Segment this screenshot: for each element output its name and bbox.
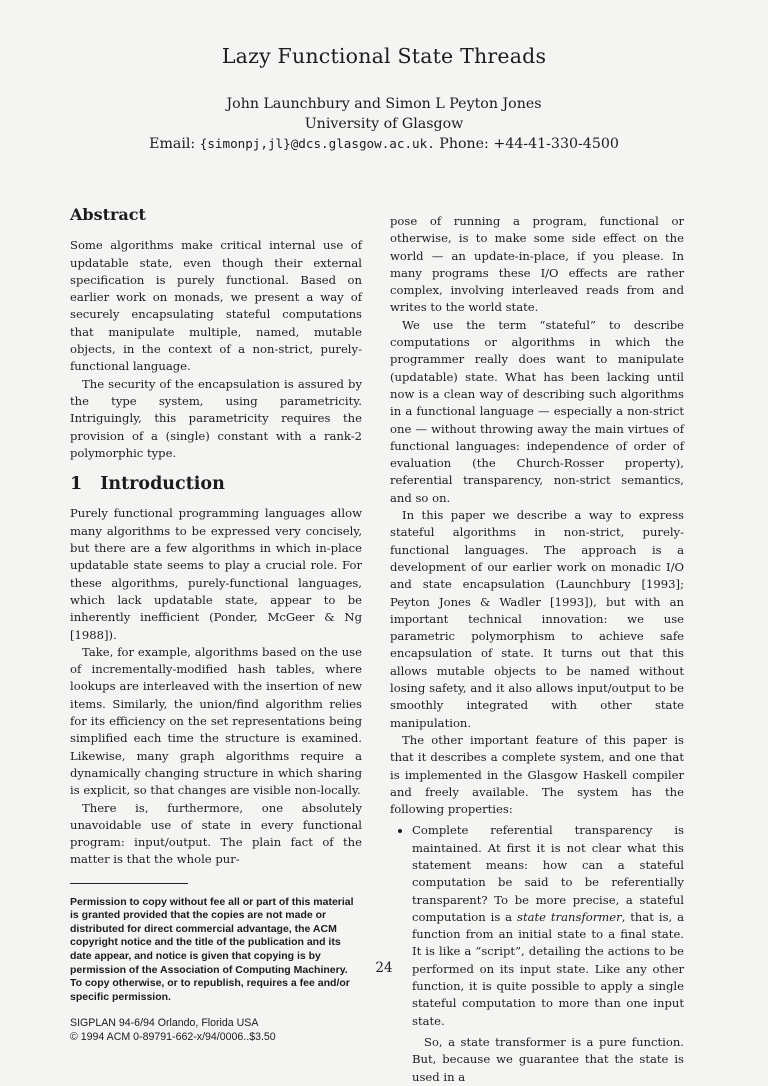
section-title: Introduction <box>100 474 225 495</box>
paper-title: Lazy Functional State Threads <box>221 44 547 68</box>
introduction-heading <box>70 476 362 493</box>
email-label: Email: <box>149 136 196 152</box>
author-names: John Launchbury and Simon L Peyton Jones <box>226 96 542 112</box>
conference-line: SIGPLAN 94-6/94 Orlando, Florida USA <box>70 1017 259 1030</box>
right-column <box>390 213 684 1086</box>
affiliation: University of Glasgow <box>304 116 464 132</box>
properties-list <box>390 822 684 1030</box>
right-paragraph-5: So, a state transformer is a pure function. But, because we guarantee that the state is used in a <box>412 1034 684 1084</box>
right-paragraph-3: In this paper we describe a way to express stateful algorithms in non-strict, purely-functional languages. The approach is a development of our earlier work on monadic I/O and state encapsulation (Launchbury [1993]; Peyton Jones & Wadler [1993]), but with an important technical innovation: we use parametric polymorphism to achieve safe encapsulation of state. It turns out that this allows mutable objects to be named without losing safety, and it also allows input/output to be smoothly integrated with other state manipulation. <box>390 508 684 730</box>
list-item: • Complete referential transparency is maintained. At first it is not clear what this statement means: how can a stateful computation be said to be referentially transparent? To be more precise, a stateful computation is a state transformer, that is, a function from an initial state to a final state. It is like a “script”, detailing the actions to be performed on its input state. Like any other function, it is quite possible to apply a single stateful computation to more than one input state. <box>412 822 684 1030</box>
abstract-paragraph-2: The security of the encapsulation is assured by the type system, using parametricity. Intriguingly, this parametricity requires the provision of a (single) constant with a rank-2 polymorphic type. <box>70 376 362 460</box>
right-paragraph-2: We use the term “stateful” to describe computations or algorithms in which the programmer really does want to manipulate (updatable) state. What has been lacking until now is a clean way of describing such algorithms in a functional language — especially a non-strict one — without throwing away the main virtues of functional languages: independence of order of evaluation (the Church-Rosser property), referential transparency, non-strict semantics, and so on. <box>390 317 684 505</box>
right-paragraph-1: pose of running a program, functional or otherwise, is to make some side effect on the world — an update-in-place, if you please. In many programs these I/O effects are rather complex, involving interleaved reads from and writes to the world state. <box>390 214 684 315</box>
conference-info <box>70 1016 362 1044</box>
emphasis-term: state transformer <box>517 909 622 924</box>
intro-paragraph-2: Take, for example, algorithms based on the use of incrementally-modified hash tables, where lookups are interleaved with the insertion of new items. Similarly, the union/find algorithm relies for its efficiency on the set representations being simplified each time the structure is examined. Likewise, many graph algorithms require a dynamically changing structure in which sharing is explicit, so that changes are visible non-locally. <box>70 644 362 798</box>
permission-notice: Permission to copy without fee all or part of this material is granted provided that the copies are not made or distributed for direct commercial advantage, the ACM copyright notice and the title of the publication and its date appear, and notice is given that copying is by permission of the Association of Computing Machinery. To copy otherwise, or to republish, requires a fee and/or specific permission. <box>70 895 354 1003</box>
contact-line <box>0 134 768 154</box>
section-number: 1 <box>70 474 83 495</box>
intro-paragraph-1: Purely functional programming languages allow many algorithms to be expressed very concisely, but there are a few algorithms in which in-place updatable state seems to play a crucial role. For these algorithms, purely-functional languages, which lack updatable state, appear to be inherently inefficient (Ponder, McGeer & Ng [1988]). <box>70 506 362 642</box>
right-paragraph-4: The other important feature of this paper is that it describes a complete system, and one that is implemented in the Glasgow Haskell compiler and freely available. The system has the following properties: <box>390 732 684 817</box>
left-column <box>70 206 362 1044</box>
abstract-heading: Abstract <box>70 205 146 224</box>
footnote-rule <box>70 883 188 884</box>
phone-number: Phone: +44-41-330-4500 <box>439 136 619 152</box>
email-address: {simonpj,jl}@dcs.glasgow.ac.uk. <box>199 136 435 151</box>
abstract-paragraph-1: Some algorithms make critical internal use of updatable state, even though their external specification is purely functional. Based on earlier work on monads, we present a way of securely encapsulating stateful computations that manipulate multiple, named, mutable objects, in the context of a non-strict, purely-functional language. <box>70 238 362 374</box>
intro-paragraph-3: There is, furthermore, one absolutely unavoidable use of state in every functional program: input/output. The plain fact of the matter is that the whole pur- <box>70 800 362 867</box>
copyright-line: © 1994 ACM 0-89791-662-x/94/0006..$3.50 <box>70 1031 276 1044</box>
page-number: 24 <box>375 960 393 976</box>
author-block <box>0 94 768 154</box>
